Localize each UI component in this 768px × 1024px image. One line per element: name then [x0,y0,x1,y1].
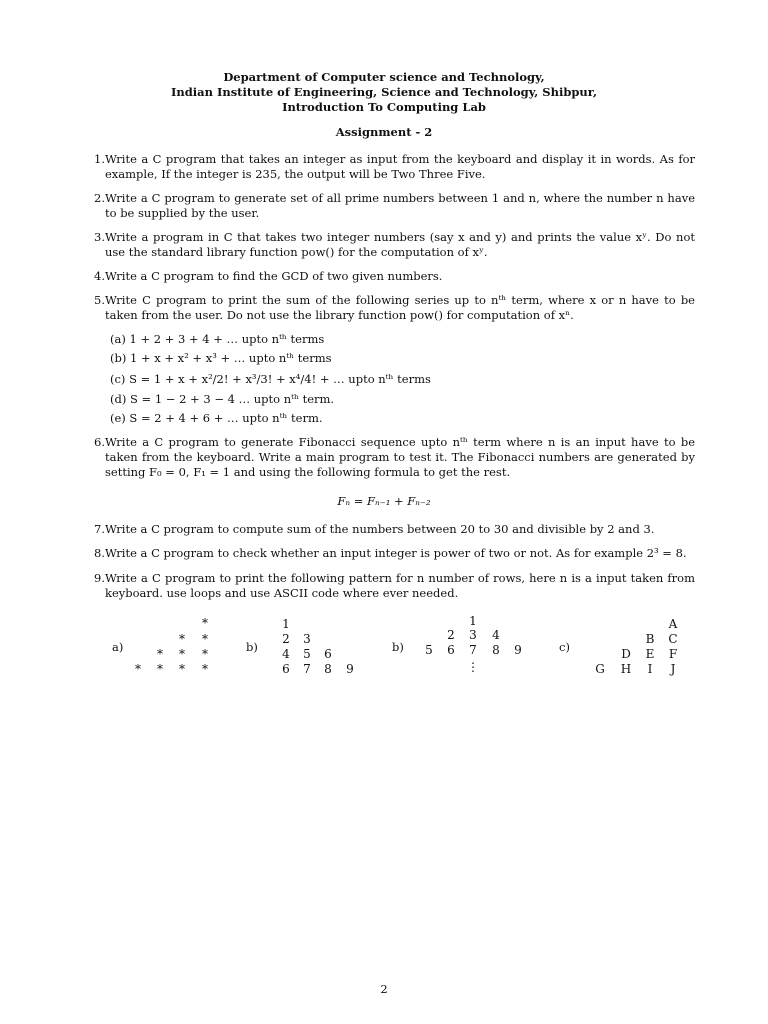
series-item-e: (e) S = 2 + 4 + 6 + … upto nᵗʰ term. [110,411,323,425]
assignment-title: Assignment - 2 [335,125,433,139]
pattern-c-label: c) [559,640,570,654]
question-text: Write a C program to check whether an input integer is power of two or not. As for example 2³ = 8. [105,546,687,560]
question-number: 6. [94,435,105,449]
pattern-cell: * [157,662,163,676]
pattern-cell: * [202,632,208,646]
question-4 [87,269,695,284]
pattern-cell: 6 [324,647,332,661]
pattern-cell: 2 [447,628,455,642]
pattern-cell: 9 [514,643,522,657]
pattern-cell: * [179,662,185,676]
question-text: Write a C program to find the GCD of two given numbers. [105,269,443,283]
pattern-cell: 1 [469,614,477,628]
pattern-cell: 5 [303,647,311,661]
question-7 [87,522,695,537]
series-item-a: (a) 1 + 2 + 3 + 4 + … upto nᵗʰ terms [110,332,325,346]
pattern-cell: * [179,632,185,646]
pattern-cell: 9 [346,662,354,676]
series-item-d: (d) S = 1 − 2 + 3 − 4 … upto nᵗʰ term. [110,392,335,406]
pattern-cell: 2 [282,632,290,646]
question-9 [87,571,695,601]
question-text: Write a C program to compute sum of the numbers between 20 to 30 and divisible by 2 and 3. [105,522,655,536]
pattern-cell: 5 [425,643,433,657]
pattern-cell: * [202,647,208,661]
question-number: 2. [94,191,105,205]
pattern-cell: 7 [469,643,477,657]
pattern-cell: 6 [282,662,290,676]
pattern-cell: H [620,662,632,676]
header-department: Department of Computer science and Technology, [223,70,545,84]
pattern-cell: ⋮ [467,660,479,674]
pattern-cell: A [668,617,678,631]
question-1 [87,152,695,182]
pattern-cell: * [135,662,141,676]
question-text: Write a C program to print the following pattern for n number of rows, here n is a input taken from keyboard. use loops and use ASCII code where ever needed. [105,571,695,600]
pattern-cell: 4 [492,628,500,642]
question-8 [87,546,695,561]
pattern-cell: 6 [447,643,455,657]
question-number: 9. [94,571,105,585]
pattern-b1-label: b) [246,640,258,654]
pattern-cell: I [647,662,653,676]
pattern-cell: 7 [303,662,311,676]
document-header [0,70,768,115]
pattern-cell: * [157,647,163,661]
pattern-cell: 1 [282,617,290,631]
pattern-cell: 8 [324,662,332,676]
question-3 [87,230,695,260]
pattern-a-label: a) [112,640,124,654]
question-number: 5. [94,293,105,307]
question-2 [87,191,695,221]
question-text: Write a program in C that takes two integer numbers (say x and y) and prints the value xʸ. Do not use the standard library function pow() for the computation of xʸ. [105,230,695,259]
series-item-c: (c) S = 1 + x + x²/2! + x³/3! + x⁴/4! + … upto nᵗʰ terms [110,372,431,386]
question-number: 8. [94,546,105,560]
question-6 [87,435,695,480]
question-text: Write a C program that takes an integer as input from the keyboard and display it in words. As for example, If the integer is 235, the output will be Two Three Five. [105,152,695,181]
question-text: Write a C program to generate set of all prime numbers between 1 and n, where the number n have to be supplied by the user. [105,191,695,220]
fibonacci-formula: Fₙ = Fₙ₋₁ + Fₙ₋₂ [337,494,431,508]
pattern-cell: * [202,616,208,630]
series-item-b: (b) 1 + x + x² + x³ + … upto nᵗʰ terms [110,351,332,365]
pattern-cell: B [645,632,655,646]
pattern-cell: G [595,662,605,676]
question-number: 3. [94,230,105,244]
question-text: Write C program to print the sum of the following series up to nᵗʰ term, where x or n have to be taken from the user. Do not use the library function pow() for computation of xⁿ. [105,293,695,322]
page-number: 2 [380,982,388,996]
pattern-cell: 3 [303,632,311,646]
question-5 [87,293,695,323]
pattern-cell: E [645,647,655,661]
pattern-cell: * [202,662,208,676]
header-course: Introduction To Computing Lab [282,100,486,114]
question-number: 7. [94,522,105,536]
question-number: 4. [94,269,105,283]
pattern-cell: F [668,647,678,661]
pattern-cell: 3 [469,628,477,642]
pattern-cell: D [621,647,631,661]
question-text: Write a C program to generate Fibonacci sequence upto nᵗʰ term where n is an input have to be taken from the keyboard. Write a main program to test it. The Fibonacci numbers are generated by setting F₀ = 0, F₁ = 1 and using the following formula to get the rest. [105,435,695,479]
pattern-cell: J [670,662,676,676]
pattern-cell: 8 [492,643,500,657]
pattern-cell: C [668,632,678,646]
pattern-cell: * [179,647,185,661]
question-number: 1. [94,152,105,166]
header-institute: Indian Institute of Engineering, Science and Technology, Shibpur, [170,85,597,99]
pattern-b2-label: b) [392,640,404,654]
pattern-cell: 4 [282,647,290,661]
